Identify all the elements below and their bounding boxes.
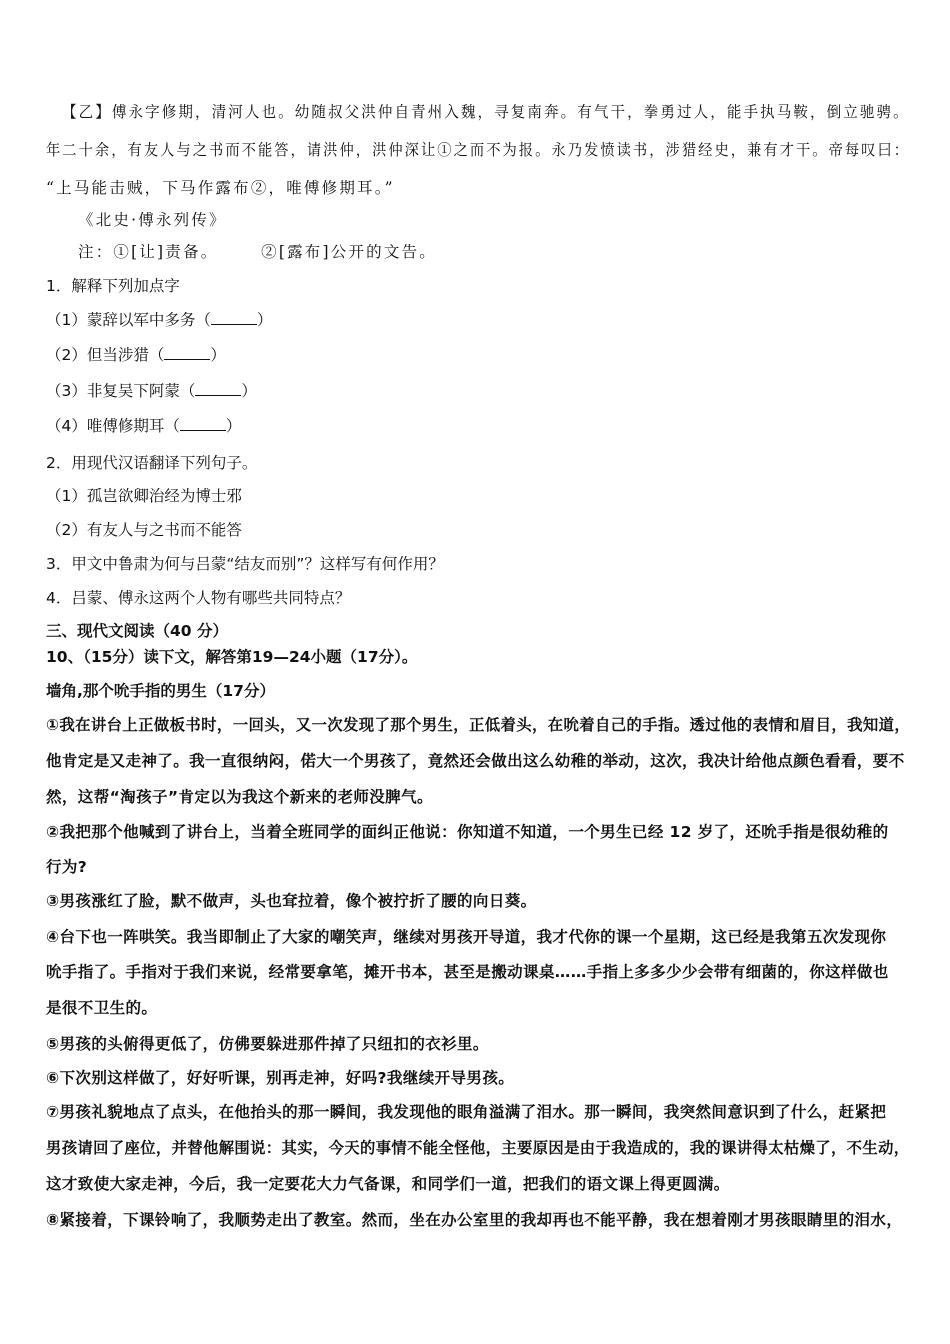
question-1-item-1-close: ） bbox=[256, 311, 273, 329]
question-1-item-4-close: ） bbox=[225, 417, 242, 435]
question-4: 4．吕蒙、傅永这两个人物有哪些共同特点？ bbox=[46, 589, 351, 607]
article-paragraph-2-line-2: 行为? bbox=[46, 858, 88, 876]
article-paragraph-4-line-2: 吮手指了。手指对于我们来说，经常要拿笔，摊开书本，甚至是搬动课桌……手指上多多少少会带有细菌的，你这样做也 bbox=[46, 963, 889, 981]
passage-yi-line-1: 【乙】傅永字修期，清河人也。幼随叔父洪仲自青州入魏，寻复南奔。有气干，拳勇过人，能手执马鞍，倒立驰骋。 bbox=[62, 103, 910, 121]
passage-yi-line-2: 年二十余，有友人与之书而不能答，请洪仲，洪仲深让①之而不为报。永乃发愤读书，涉猎经史，兼有才干。帝每叹曰： bbox=[46, 141, 911, 159]
question-1-item-3 bbox=[46, 382, 257, 401]
question-1-item-4-label: （4）唯傅修期耳（ bbox=[46, 417, 180, 435]
question-2: 2．用现代汉语翻译下列句子。 bbox=[46, 454, 258, 472]
question-10-intro: 10、（15分）读下文，解答第19—24小题（17分）。 bbox=[46, 648, 418, 666]
article-paragraph-1-line-1: ①我在讲台上正做板书时，一回头，又一次发现了那个男生，正低着头，在吮着自己的手指。透过他的表情和眉目，我知道， bbox=[46, 716, 911, 734]
answer-blank[interactable] bbox=[211, 312, 257, 325]
article-paragraph-8-line-1: ⑧紧接着，下课铃响了，我顺势走出了教室。然而，坐在办公室里的我却再也不能平静，我在想着刚才男孩眼睛里的泪水， bbox=[46, 1211, 903, 1229]
article-paragraph-2-line-1: ②我把那个他喊到了讲台上，当着全班同学的面纠正他说：你知道不知道，一个男生已经 12 岁了，还吮手指是很幼稚的 bbox=[46, 823, 889, 841]
article-paragraph-7-line-2: 男孩请回了座位，并替他解围说：其实，今天的事情不能全怪他，主要原因是由于我造成的，我的课讲得太枯燥了，不生动， bbox=[46, 1139, 910, 1157]
question-1-item-3-label: （3）非复吴下阿蒙（ bbox=[46, 382, 196, 400]
article-paragraph-1-line-3: 然，这帮“淘孩子”肯定以为我这个新来的老师没脾气。 bbox=[46, 788, 433, 806]
passage-yi-line-3: “上马能击贼，下马作露布②，唯傅修期耳。” bbox=[46, 179, 395, 197]
passage-yi-source: 《北史·傅永列传》 bbox=[78, 211, 227, 229]
question-1-item-3-close: ） bbox=[241, 382, 257, 400]
passage-yi-notes: 注：①[让]责备。 ②[露布]公开的文告。 bbox=[78, 243, 437, 261]
article-paragraph-5-line-1: ⑤男孩的头俯得更低了，仿佛要躲进那件掉了只纽扣的衣衫里。 bbox=[46, 1035, 489, 1053]
article-paragraph-3-line-1: ③男孩涨红了脸，默不做声，头也耷拉着，像个被拧折了腰的向日葵。 bbox=[46, 892, 537, 910]
article-paragraph-7-line-1: ⑦男孩礼貌地点了点头，在他抬头的那一瞬间，我发现他的眼角溢满了泪水。那一瞬间，我突然间意识到了什么，赶紧把 bbox=[46, 1103, 887, 1121]
question-2-item-2: （2）有友人与之书而不能答 bbox=[46, 521, 242, 539]
question-2-item-1: （1）孤岂欲卿治经为博士邪 bbox=[46, 487, 242, 505]
article-title: 墙角,那个吮手指的男生（17分） bbox=[46, 682, 275, 700]
answer-blank[interactable] bbox=[195, 383, 241, 396]
question-1-item-1 bbox=[46, 311, 272, 330]
question-3: 3．甲文中鲁肃为何与吕蒙“结友而别”？这样写有何作用？ bbox=[46, 555, 444, 573]
article-paragraph-7-line-3: 这才致使大家走神，今后，我一定要花大力气备课，和同学们一道，把我们的语文课上得更圆满。 bbox=[46, 1175, 730, 1193]
question-1: 1．解释下列加点字 bbox=[46, 277, 180, 295]
question-1-item-2-close: ） bbox=[210, 346, 226, 364]
article-paragraph-4-line-3: 是很不卫生的。 bbox=[46, 999, 158, 1017]
section-3-heading: 三、现代文阅读（40 分） bbox=[46, 622, 228, 640]
question-1-item-1-label: （1）蒙辞以军中多务（ bbox=[46, 311, 211, 329]
answer-blank[interactable] bbox=[180, 418, 226, 431]
question-1-item-2-label: （2）但当涉猎（ bbox=[46, 346, 165, 364]
question-1-item-2 bbox=[46, 346, 226, 365]
question-1-item-4 bbox=[46, 417, 241, 436]
article-paragraph-4-line-1: ④台下也一阵哄笑。我当即制止了大家的嘲笑声，继续对男孩开导道，我才代你的课一个星期，这已经是我第五次发现你 bbox=[46, 928, 887, 946]
article-paragraph-6-line-1: ⑥下次别这样做了，好好听课，别再走神，好吗?我继续开导男孩。 bbox=[46, 1069, 515, 1087]
article-paragraph-1-line-2: 他肯定是又走神了。我一直很纳闷，偌大一个男孩了，竟然还会做出这么幼稚的举动，这次，我决计给他点颜色看看，要不 bbox=[46, 752, 905, 770]
answer-blank[interactable] bbox=[164, 347, 210, 360]
